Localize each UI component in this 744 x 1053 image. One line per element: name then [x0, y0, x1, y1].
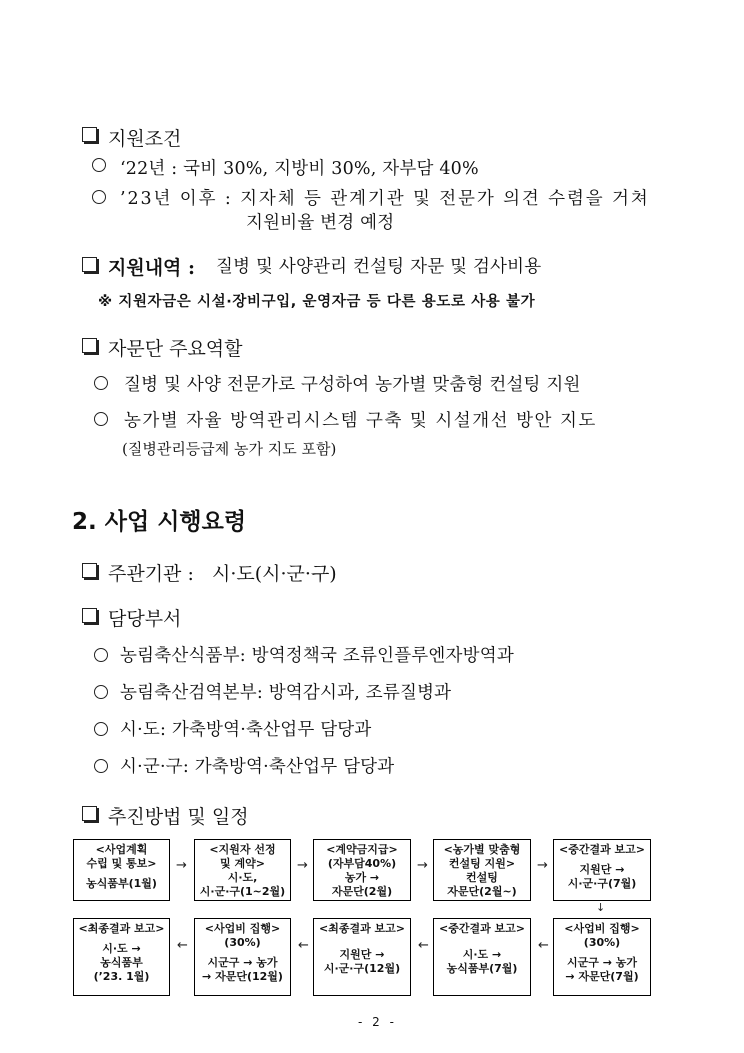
lead-agency-text: 시·도(시·군·구)	[212, 563, 337, 585]
checkbox-square-icon	[82, 608, 97, 623]
circle-bullet-icon	[94, 376, 108, 390]
flow-box-payment-interim: <사업비 집행> (30%) 시군구 → 농가 → 자문단(7월)	[553, 918, 651, 996]
arrow-left-icon: ←	[418, 938, 429, 953]
support-content-text: 질병 및 사양관리 컨설팅 자문 및 검사비용	[216, 257, 542, 277]
checkbox-square-icon	[82, 338, 97, 353]
arrow-right-icon: →	[297, 858, 308, 873]
circle-bullet-icon	[94, 648, 108, 662]
circle-bullet-icon	[94, 685, 108, 699]
checkbox-square-icon	[82, 127, 97, 142]
flow-box-selection: <지원자 선정 및 계약> 시·도, 시·군·구(1~2월)	[194, 839, 291, 901]
arrow-left-icon: ←	[538, 938, 549, 953]
checkbox-square-icon	[82, 563, 97, 578]
flow-box-final-report: <최종결과 보고> 지원단 → 시·군·구(12월)	[313, 918, 411, 996]
heading-lead-agency: 주관기관 :	[108, 563, 194, 585]
flow-box-interim-report-ministry: <중간결과 보고> 시·도 → 농식품부(7월)	[433, 918, 531, 996]
flow-box-deposit: <계약금지급> (자부담40%) 농가 → 자문단(2월)	[313, 839, 411, 901]
advisory-role-2-note: (질병관리등급제 농가 지도 포함)	[122, 440, 337, 458]
heading-support-content: 지원내역 :	[108, 257, 196, 279]
flow-box-interim-report: <중간결과 보고> 지원단 → 시·군·구(7월)	[553, 839, 651, 901]
department-item: 시·도: 가축방역·축산업무 담당과	[120, 720, 372, 740]
circle-bullet-icon	[92, 158, 106, 172]
page-number: - 2 -	[358, 1015, 397, 1029]
arrow-right-icon: →	[417, 858, 428, 873]
department-item: 농림축산검역본부: 방역감시과, 조류질병과	[120, 683, 452, 703]
arrow-left-icon: ←	[298, 938, 309, 953]
support-condition-2023-cont: 지원비율 변경 예정	[246, 213, 395, 233]
checkbox-square-icon	[82, 257, 97, 272]
arrow-right-icon: →	[176, 858, 187, 873]
circle-bullet-icon	[94, 722, 108, 736]
flow-box-payment-final: <사업비 집행> (30%) 시군구 → 농가 → 자문단(12월)	[194, 918, 291, 996]
support-condition-2022: ‘22년 : 국비 30%, 지방비 30%, 자부담 40%	[120, 159, 479, 179]
support-funds-note: ※ 지원자금은 시설·장비구입, 운영자금 등 다른 용도로 사용 불가	[98, 294, 536, 310]
circle-bullet-icon	[94, 759, 108, 773]
heading-advisory-roles: 자문단 주요역할	[108, 338, 243, 360]
flow-box-plan: <사업계획 수립 및 통보> 농식품부(1월)	[73, 839, 170, 901]
checkbox-square-icon	[82, 806, 97, 821]
section-title: 2. 사업 시행요령	[72, 509, 247, 535]
heading-support-conditions: 지원조건	[108, 128, 182, 150]
advisory-role-1: 질병 및 사양 전문가로 구성하여 농가별 맞춤형 컨설팅 지원	[124, 375, 581, 395]
department-item: 시·군·구: 가축방역·축산업무 담당과	[120, 757, 395, 777]
circle-bullet-icon	[94, 412, 108, 426]
department-item: 농림축산식품부: 방역정책국 조류인플루엔자방역과	[120, 646, 514, 666]
flow-box-consulting: <농가별 맞춤형 컨설팅 지원> 컨설팅 자문단(2월~)	[433, 839, 531, 901]
flow-box-final-report-ministry: <최종결과 보고> 시·도 → 농식품부 (’23. 1월)	[73, 918, 170, 996]
heading-departments: 담당부서	[108, 608, 182, 630]
arrow-right-icon: →	[537, 858, 548, 873]
support-condition-2023: ’23년 이후 : 지자체 등 관계기관 및 전문가 의견 수렴을 거쳐	[120, 189, 650, 209]
advisory-role-2: 농가별 자율 방역관리시스템 구축 및 시설개선 방안 지도	[124, 411, 597, 431]
arrow-down-icon: ↓	[596, 901, 606, 914]
arrow-left-icon: ←	[177, 938, 188, 953]
circle-bullet-icon	[92, 190, 106, 204]
heading-schedule: 추진방법 및 일정	[108, 806, 249, 828]
